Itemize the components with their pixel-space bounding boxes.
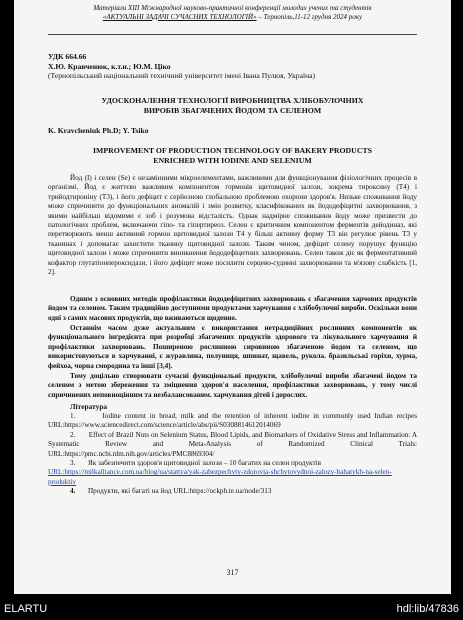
conference-header [14, 4, 451, 21]
header-divider [48, 34, 417, 35]
paragraph-4: Тому доцільно створювати сучасні функціональні продукти, хлібобулочні вироби збагачені йодом та селеном з метою збереження та зміцнення здоров'я населення, профілактики захворювань, у тому числі спричинених неповноцінним та незбалансованим. харчування дітей і дорослих. [48, 372, 417, 399]
reference-text: Iodine content in bread, milk and the retention of inherent iodine in commonly used Indian recipes URL:https://www.sciencedirect.com/science/article/abs/pii/S0308814612014069 [48, 412, 417, 430]
reference-text: Effect of Brazil Nuts on Selenium Status, Blood Lipids, and Biomarkers of Oxidative Stress and Inflammation: A Systematic Review and Meta-Analysis of Randomized Clinical Trials: URL:https://pmc.ncbi.nlm.nih.gov/articles/PMC8869304/ [48, 430, 418, 458]
affiliation: (Тернопільський національний технічний університет імені Івана Пулюя, Україна) [48, 71, 316, 81]
reference-item [48, 412, 417, 431]
reference-number: 4. [70, 487, 76, 496]
reference-text: Продукти, які багаті на йод URL:https://ockph.te.ua/node/313 [87, 487, 272, 496]
header-conference-title: «АКТУАЛЬНІ ЗАДАЧІ СУЧАСНИХ ТЕХНОЛОГІЙ» [102, 12, 257, 21]
reference-item [48, 431, 417, 459]
authors-en: K. Kravcheniuk Ph.D; Y. Tsiko [48, 126, 149, 135]
article-head [48, 52, 417, 81]
repository-name: ELARTU [4, 603, 48, 615]
reference-item [48, 487, 417, 496]
header-location-date: – Тернопіль,11-12 грудня 2024 року [256, 12, 363, 21]
viewer-footer [0, 600, 463, 620]
references-heading: Література [70, 402, 108, 411]
reference-number: 3. [70, 459, 76, 468]
udc-code: УДК 664.66 [48, 52, 87, 61]
header-line-1: Матеріали XIII Міжнародної науково-практичної конференції молодих учених та студентів [93, 4, 372, 12]
reference-item [48, 459, 417, 487]
document-page [14, 0, 451, 594]
paragraph-1: Йод (І) і селен (Se) є незамінними мікроелементами, важливими для функціонування фізіологічних процесів в організмі. Йод є життєво важливим компонентом гормонів щитовидної залози, зокрема тироксину (Т4) і трийодтироніну (Т3), і його дефіцит є серйозною глобальною проблемою охорони здоров'я. Низьке споживання йоду може спричинити до функціональних аномалій і змін розвитку, класифікованих як йододефіцитні захворювання, з якими найбільш відомими є зоб і розумова відсталість. Однак надмірне споживання йоду може призвести до патологічних проблем, включаючи гіпо- та гіпертиреоз. Селен є критичним компонентом ферментів дейодиназ, які перетворюють менш активний гормон щитовидної залози Т4 у більш активну форму Т3 він регулює рівень Т3 у тканинах і допомагає захистити тканину щитовидної залози. Таким чином, дефіцит селену порушує функцію щитовидної залози і може спричинити виникнення йододефіцитних захворювань. Селен також діє як ферментативний кофактор глутатіонпероксидази, і його дефіцит може посилити серцево-судинні захворювання та м'язову слабкість [1, 2]. [48, 174, 417, 277]
paragraph-2: Одним з основних методів профілактики йододефіцитних захворювань є збагачення харчових продуктів йодом та селеном. Таким традиційно доступними продуктами харчування є хлібобулочні вироби. Оскільки вони одні з самих масових продуктів, що вживаються щоденно. [48, 295, 417, 322]
reference-number: 1. [70, 412, 76, 420]
reference-link[interactable]: URL:https://milkalliance.com.ua/blog/ua/stattya/yak-zabezpechyty-zdorovia-shchytovydnoi-zalozy-bahatykh-na-selen-produktiv [48, 468, 392, 486]
page-number: 317 [226, 568, 239, 577]
title-ua: УДОСКОНАЛЕННЯ ТЕХНОЛОГІЇ ВИРОБНИЦТВА ХЛІБОБУЛОЧНИХ ВИРОБІВ ЗБАГАЧЕНИХ ЙОДОМ ТА СЕЛЕНОМ [101, 96, 364, 115]
header-line-2 [14, 13, 451, 22]
authors-ua: Х.Ю. Кравченюк, к.т.н.; Ю.М. Ціко [48, 61, 171, 71]
reference-number: 2. [70, 430, 76, 439]
references-list [48, 412, 417, 497]
title-en: IMPROVEMENT OF PRODUCTION TECHNOLOGY OF BAKERY PRODUCTS ENRICHED WITH IODINE AND SELENIUM [93, 146, 372, 165]
handle-id: hdl:lib/47836 [396, 603, 459, 615]
paragraph-3: Останнім часом дуже актуальним є використання нетрадиційних рослинних компонентів як функціонального інгредієнта при розробці збагачених продуктів здорового та лікувального харчування й профілактики захворювань. Поширеною рослинною сировиною збагаченою йодом та селеном, що використовуються в харчуванні, є журавлина, полуниця, шпинат, щавель, рукола. бразильські горіхи, хурма, фейхоа, чорна смородина та інші [3,4]. [48, 324, 417, 370]
reference-text: Як забезпечити здоров'я щитовидної залози – 10 багатих на селен продуктів [87, 459, 321, 468]
